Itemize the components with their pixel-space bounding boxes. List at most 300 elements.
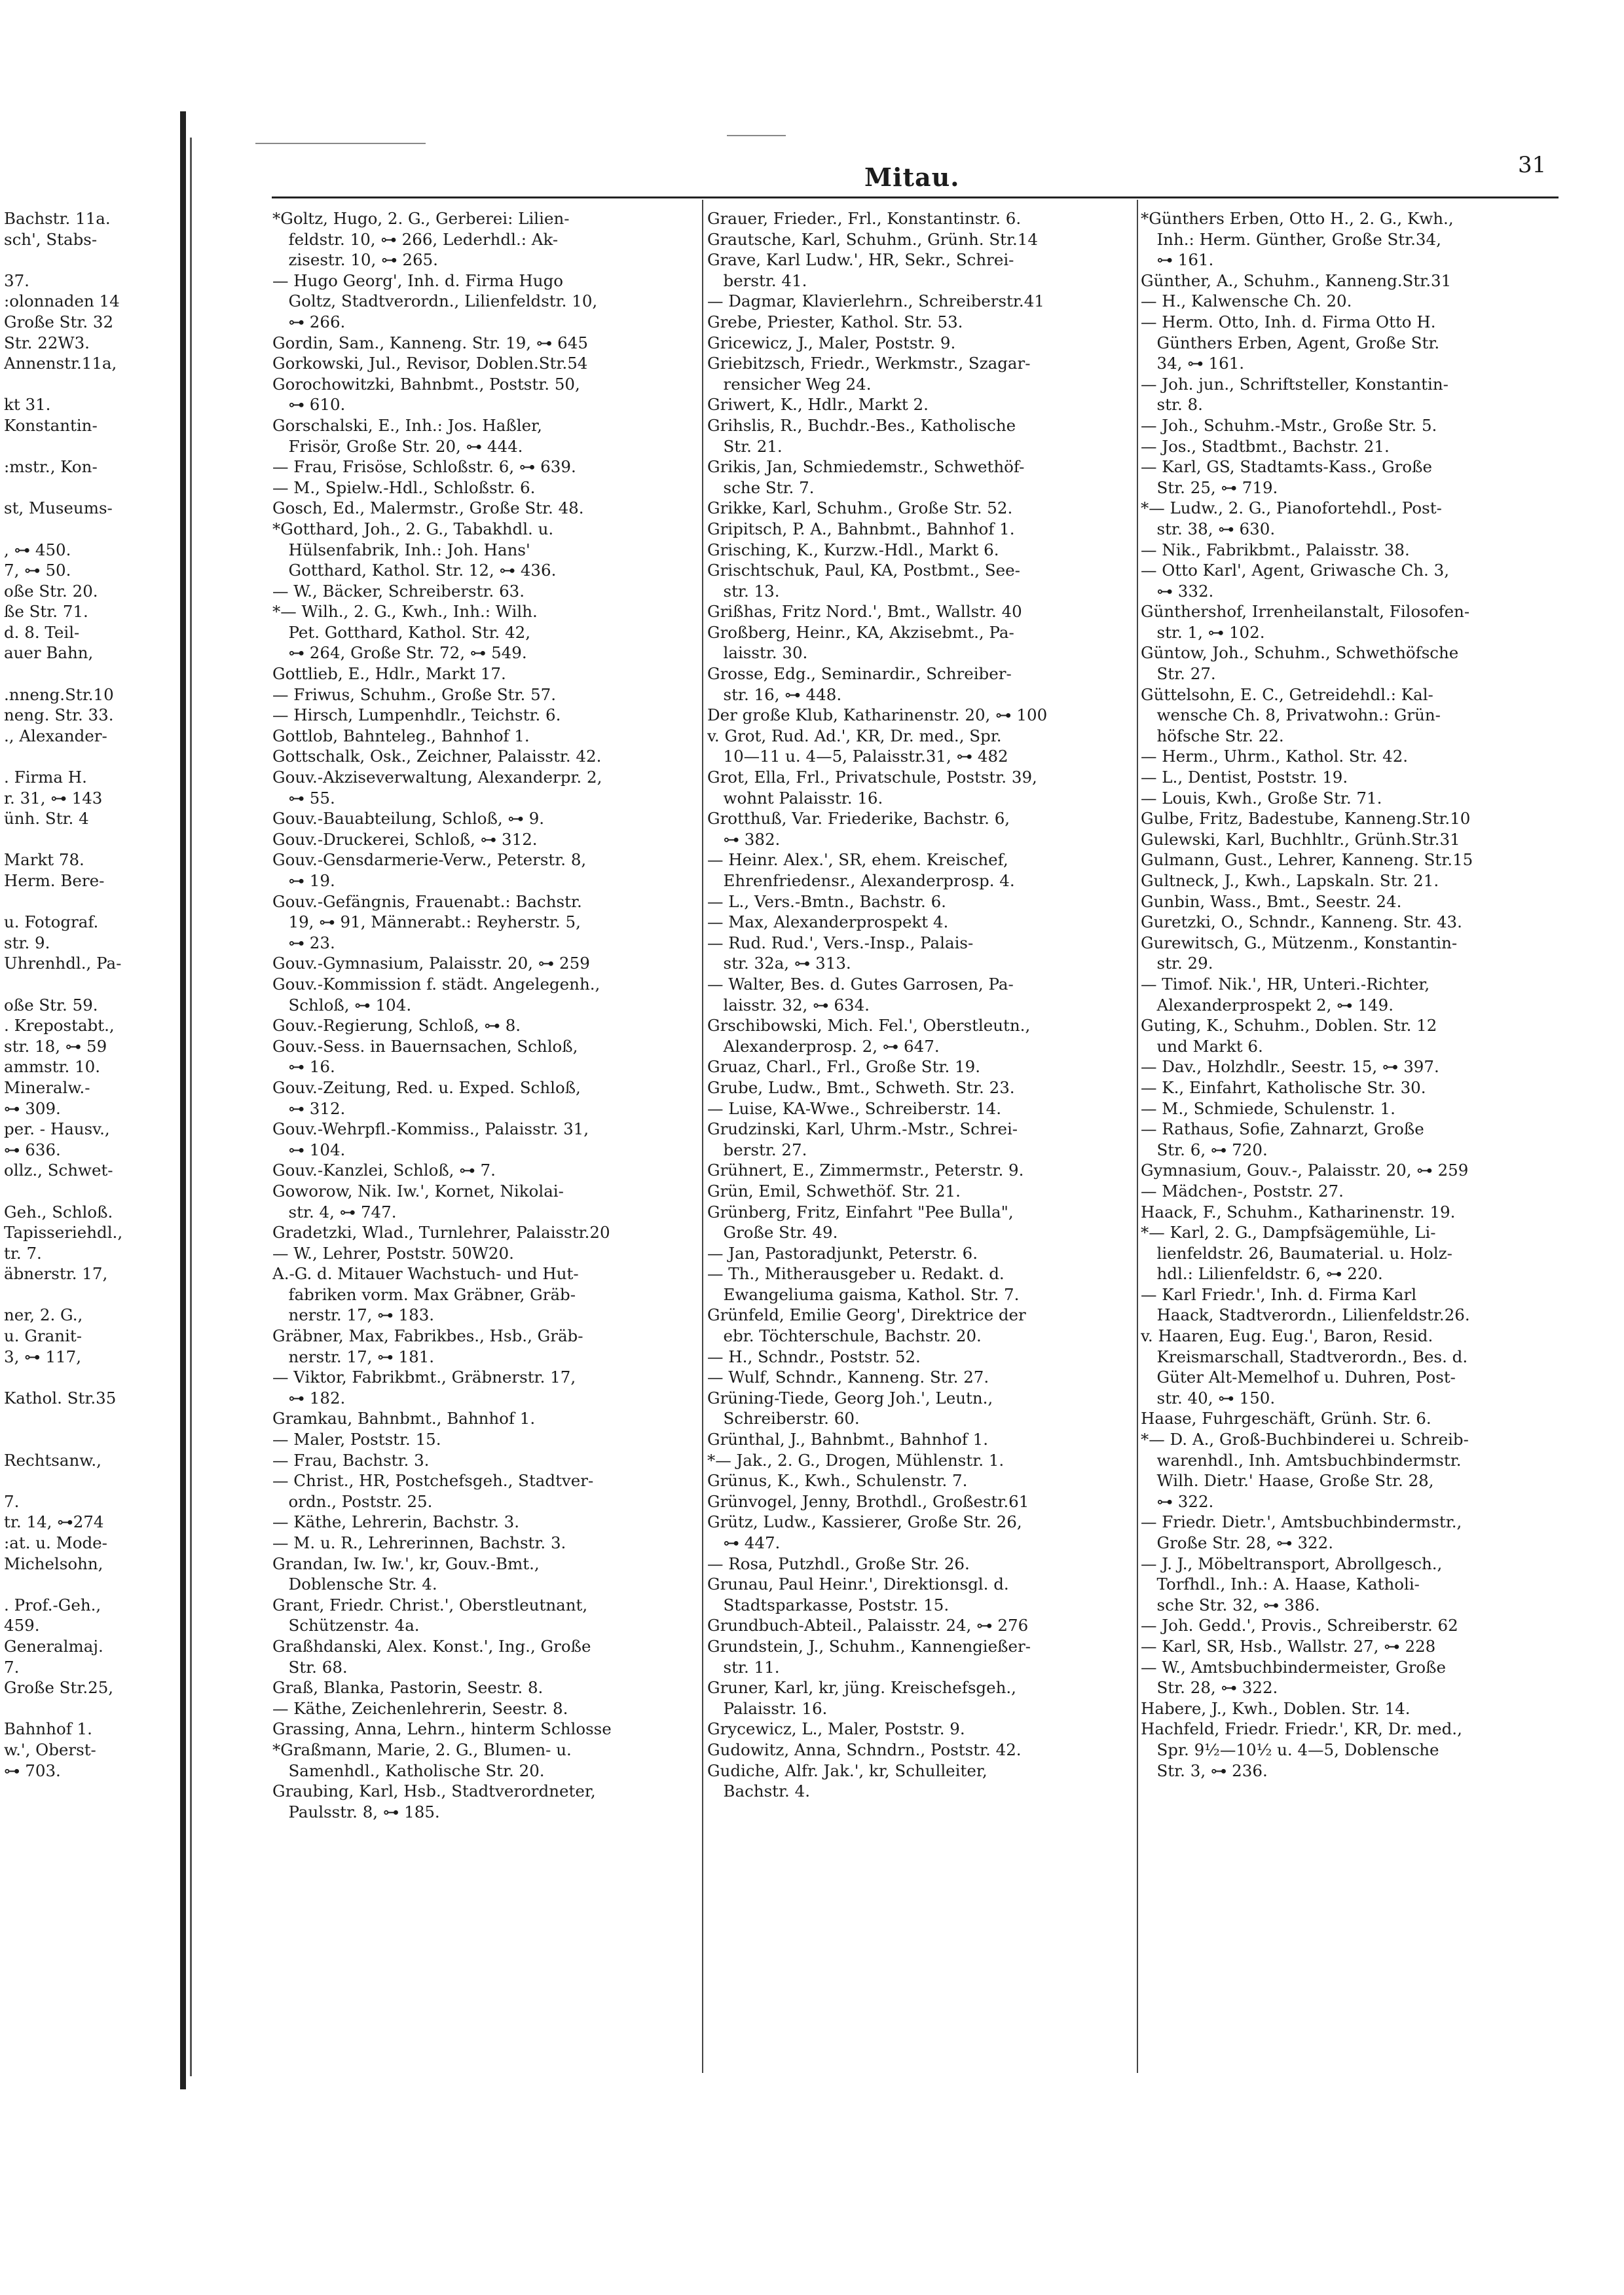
directory-entry-line: *— Jak., 2. G., Drogen, Mühlenstr. 1. <box>707 1450 1005 1470</box>
directory-entry-line: str. 11. <box>707 1657 780 1677</box>
directory-entry-line: str. 38, ⊶ 630. <box>1141 519 1276 538</box>
directory-entry-line: Grischtschuk, Paul, KA, Postbmt., See- <box>707 561 1020 580</box>
directory-entry-line: — Th., Mitherausgeber u. Redakt. d. <box>707 1264 1005 1284</box>
directory-entry-line: :mstr., Kon- <box>4 457 98 477</box>
directory-entry-line: Gulbe, Fritz, Badestube, Kanneng.Str.10 <box>1141 809 1471 829</box>
directory-entry-line: str. 32a, ⊶ 313. <box>707 954 851 973</box>
directory-entry-line: *Gotthard, Joh., 2. G., Tabakhdl. u. <box>272 519 554 538</box>
directory-entry-line: ⊶ 264, Große Str. 72, ⊶ 549. <box>272 643 527 663</box>
directory-entry-line: Markt 78. <box>4 850 84 870</box>
directory-entry-line: Grundbuch-Abteil., Palaisstr. 24, ⊶ 276 <box>707 1616 1029 1635</box>
directory-entry-line: ⊶ 309. <box>4 1098 61 1118</box>
directory-entry-line: Grünus, K., Kwh., Schulenstr. 7. <box>707 1471 968 1491</box>
directory-entry-line: rensicher Weg 24. <box>707 374 872 394</box>
directory-entry-line: . Firma H. <box>4 768 87 787</box>
directory-entry-line: Graß, Blanka, Pastorin, Seestr. 8. <box>272 1678 544 1698</box>
directory-entry-line: .nneng.Str.10 <box>4 684 114 704</box>
directory-entry-line: Grünthal, J., Bahnbmt., Bahnhof 1. <box>707 1430 988 1449</box>
directory-entry-line: ⊶ 104. <box>272 1140 346 1159</box>
directory-entry-line: Hachfeld, Friedr. Friedr.', KR, Dr. med., <box>1141 1719 1462 1739</box>
directory-entry-line: Der große Klub, Katharinenstr. 20, ⊶ 100 <box>707 705 1048 725</box>
directory-entry-line: — W., Bäcker, Schreiberstr. 63. <box>272 581 525 601</box>
directory-entry-line: Alexanderprosp. 2, ⊶ 647. <box>707 1036 940 1056</box>
directory-entry-line <box>4 829 175 850</box>
header-rule <box>272 196 1559 198</box>
directory-entry-line: Graßhdanski, Alex. Konst.', Ing., Große <box>272 1636 591 1656</box>
directory-column-2 <box>707 208 1133 1802</box>
directory-entry-line: — Wulf, Schndr., Kanneng. Str. 27. <box>707 1368 989 1387</box>
directory-entry-line <box>4 436 175 457</box>
page-number: 31 <box>1518 152 1547 178</box>
directory-entry-line: Gurewitsch, G., Mützenm., Konstantin- <box>1141 933 1458 952</box>
directory-entry-line: str. 4, ⊶ 747. <box>272 1202 397 1222</box>
directory-entry-line: Kathol. Str.35 <box>4 1388 117 1408</box>
directory-entry-line: Gosch, Ed., Malermstr., Große Str. 48. <box>272 498 584 518</box>
directory-entry-line: Spr. 9½—10½ u. 4—5, Doblensche <box>1141 1740 1439 1759</box>
directory-entry-line: Gouv.-Gymnasium, Palaisstr. 20, ⊶ 259 <box>272 954 590 973</box>
directory-entry-line: — Friedr. Dietr.', Amtsbuchbindermstr., <box>1141 1512 1462 1532</box>
column-divider <box>1137 200 1138 2073</box>
directory-entry-line: Gouv.-Gensdarmerie-Verw., Peterstr. 8, <box>272 850 587 870</box>
directory-entry-line <box>4 1574 175 1595</box>
directory-entry-line <box>4 1429 175 1450</box>
directory-entry-line: d. 8. Teil- <box>4 622 80 642</box>
directory-entry-line: 3, ⊶ 117, <box>4 1347 82 1366</box>
directory-entry-line: Frisör, Große Str. 20, ⊶ 444. <box>272 436 523 456</box>
directory-entry-line: ⊶ 636. <box>4 1140 61 1159</box>
directory-entry-line: — Walter, Bes. d. Gutes Garrosen, Pa- <box>707 974 1014 994</box>
directory-entry-line: — Otto Karl', Agent, Griwasche Ch. 3, <box>1141 561 1449 580</box>
directory-entry-line: Ewangeliuma gaisma, Kathol. Str. 7. <box>707 1284 1020 1304</box>
directory-entry-line: ammstr. 10. <box>4 1057 101 1077</box>
directory-entry-line: Samenhdl., Katholische Str. 20. <box>272 1761 545 1780</box>
directory-entry-line: *Günthers Erben, Otto H., 2. G., Kwh., <box>1141 209 1454 228</box>
directory-entry-line: Grautsche, Karl, Schuhm., Grünh. Str.14 <box>707 229 1038 249</box>
directory-entry-line: Goworow, Nik. Iw.', Kornet, Nikolai- <box>272 1181 564 1201</box>
directory-entry-line: Gouv.-Regierung, Schloß, ⊶ 8. <box>272 1016 521 1036</box>
directory-entry-line: Gulewski, Karl, Buchhltr., Grünh.Str.31 <box>1141 829 1460 849</box>
directory-entry-line: Griebitzsch, Friedr., Werkmstr., Szagar- <box>707 354 1031 373</box>
directory-entry-line: ⊶ 703. <box>4 1761 61 1780</box>
directory-entry-line: ⊶ 55. <box>272 788 335 808</box>
directory-entry-line: Gouv.-Zeitung, Red. u. Exped. Schloß, <box>272 1077 581 1097</box>
directory-entry-line: :at. u. Mode- <box>4 1533 107 1552</box>
directory-entry-line: A.-G. d. Mitauer Wachstuch- und Hut- <box>272 1264 579 1284</box>
directory-entry-line: nerstr. 17, ⊶ 183. <box>272 1305 435 1325</box>
directory-entry-line: 7. <box>4 1657 20 1677</box>
directory-entry-line: — Luise, KA-Wwe., Schreiberstr. 14. <box>707 1098 1001 1118</box>
directory-entry-line: Gouv.-Kanzlei, Schloß, ⊶ 7. <box>272 1161 496 1180</box>
directory-entry-line: Güter Alt-Memelhof u. Duhren, Post- <box>1141 1368 1456 1387</box>
directory-entry-line: oße Str. 59. <box>4 995 98 1015</box>
directory-entry-line: — Max, Alexanderprospekt 4. <box>707 912 949 932</box>
directory-entry-line: Grot, Ella, Frl., Privatschule, Poststr. 39, <box>707 768 1037 787</box>
directory-entry-line: Grühnert, E., Zimmermstr., Peterstr. 9. <box>707 1161 1024 1180</box>
directory-entry-line: — Hirsch, Lumpenhdlr., Teichstr. 6. <box>272 705 561 725</box>
directory-entry-line: str. 29. <box>1141 954 1213 973</box>
directory-entry-line: str. 8. <box>1141 395 1203 415</box>
directory-entry-line: Str. 27. <box>1141 664 1216 684</box>
directory-entry-line: oße Str. 20. <box>4 581 98 601</box>
directory-entry-line: Grütz, Ludw., Kassierer, Große Str. 26, <box>707 1512 1022 1532</box>
directory-entry-line: str. 16, ⊶ 448. <box>707 684 842 704</box>
directory-entry-line: Grisching, K., Kurzw.-Hdl., Markt 6. <box>707 540 999 559</box>
directory-entry-line: — Hugo Georg', Inh. d. Firma Hugo <box>272 271 564 290</box>
directory-entry-line: — M. u. R., Lehrerinnen, Bachstr. 3. <box>272 1533 566 1552</box>
directory-entry-line: v. Haaren, Eug. Eug.', Baron, Resid. <box>1141 1326 1433 1346</box>
directory-entry-line: sche Str. 7. <box>707 477 815 497</box>
directory-entry-line: Güttelsohn, E. C., Getreidehdl.: Kal- <box>1141 684 1433 704</box>
directory-entry-line: laisstr. 32, ⊶ 634. <box>707 995 870 1015</box>
directory-entry-line: Gruner, Karl, kr, jüng. Kreischefsgeh., <box>707 1678 1016 1698</box>
directory-entry-line: Große Str. 32 <box>4 312 114 331</box>
directory-entry-line: — M., Spielw.-Hdl., Schloßstr. 6. <box>272 477 536 497</box>
directory-entry-line: *Goltz, Hugo, 2. G., Gerberei: Lilien- <box>272 209 570 228</box>
directory-entry-line: ⊶ 447. <box>707 1533 781 1552</box>
directory-entry-line: *Graßmann, Marie, 2. G., Blumen- u. <box>272 1740 572 1759</box>
directory-entry-line: 459. <box>4 1616 40 1635</box>
directory-entry-line: str. 40, ⊶ 150. <box>1141 1388 1276 1408</box>
directory-entry-line: Gotthard, Kathol. Str. 12, ⊶ 436. <box>272 561 557 580</box>
directory-entry-line: Günthershof, Irrenheilanstalt, Filosofen- <box>1141 602 1470 622</box>
directory-entry-line: Str. 21. <box>707 436 783 456</box>
directory-entry-line: Rechtsanw., <box>4 1450 101 1470</box>
directory-entry-line: tr. 7. <box>4 1243 42 1263</box>
directory-entry-line: Str. 25, ⊶ 719. <box>1141 477 1278 497</box>
directory-entry-line: ⊶ 16. <box>272 1057 335 1077</box>
directory-entry-line: Gudiche, Alfr. Jak.', kr, Schulleiter, <box>707 1761 987 1780</box>
directory-entry-line: — L., Vers.-Bmtn., Bachstr. 6. <box>707 891 946 911</box>
directory-entry-line: Gouv.-Akziseverwaltung, Alexanderpr. 2, <box>272 768 602 787</box>
directory-entry-line: Güntow, Joh., Schuhm., Schwethöfsche <box>1141 643 1459 663</box>
directory-entry-line: Grünvogel, Jenny, Brothdl., Großestr.61 <box>707 1491 1029 1511</box>
directory-entry-line: str. 1, ⊶ 102. <box>1141 622 1265 642</box>
directory-entry-line: laisstr. 30. <box>707 643 808 663</box>
directory-entry-line: Grünfeld, Emilie Georg', Direktrice der <box>707 1305 1026 1325</box>
binding-shadow <box>190 138 192 2076</box>
page-title: Mitau. <box>864 162 960 192</box>
directory-entry-line: ⊶ 332. <box>1141 581 1214 601</box>
directory-entry-line: *— Karl, 2. G., Dampfsägemühle, Li- <box>1141 1223 1436 1242</box>
directory-entry-line: — Frau, Bachstr. 3. <box>272 1450 430 1470</box>
directory-entry-line: Gudowitz, Anna, Schndrn., Poststr. 42. <box>707 1740 1022 1759</box>
directory-entry-line: — Viktor, Fabrikbmt., Gräbnerstr. 17, <box>272 1368 576 1387</box>
directory-entry-line: Gricewicz, J., Maler, Poststr. 9. <box>707 333 956 352</box>
directory-entry-line: Grube, Ludw., Bmt., Schweth. Str. 23. <box>707 1077 1015 1097</box>
directory-entry-line: Gouv.-Bauabteilung, Schloß, ⊶ 9. <box>272 809 545 829</box>
directory-entry-line: — Maler, Poststr. 15. <box>272 1430 441 1449</box>
directory-entry-line: Gripitsch, P. A., Bahnbmt., Bahnhof 1. <box>707 519 1015 538</box>
directory-entry-line: r. 31, ⊶ 143 <box>4 788 103 808</box>
directory-entry-line: ⊶ 610. <box>272 395 346 415</box>
directory-entry-line: Gultneck, J., Kwh., Lapskaln. Str. 21. <box>1141 871 1439 890</box>
directory-entry-line: Michelsohn, <box>4 1554 103 1573</box>
directory-entry-line: Schützenstr. 4a. <box>272 1616 420 1635</box>
directory-entry-line <box>4 1408 175 1429</box>
directory-entry-line: — Friwus, Schuhm., Große Str. 57. <box>272 684 557 704</box>
directory-entry-line: — Louis, Kwh., Große Str. 71. <box>1141 788 1382 808</box>
directory-entry-line: str. 9. <box>4 933 50 952</box>
directory-entry-line: Torfhdl., Inh.: A. Haase, Katholi- <box>1141 1575 1420 1594</box>
directory-entry-line: Habere, J., Kwh., Doblen. Str. 14. <box>1141 1698 1411 1718</box>
directory-entry-line: Gouv.-Druckerei, Schloß, ⊶ 312. <box>272 829 538 849</box>
directory-entry-line: ⊶ 182. <box>272 1388 346 1408</box>
directory-entry-line: berstr. 27. <box>707 1140 807 1159</box>
directory-entry-line: ⊶ 266. <box>272 312 346 331</box>
directory-entry-line: — L., Dentist, Poststr. 19. <box>1141 768 1348 787</box>
directory-entry-line: — Karl Friedr.', Inh. d. Firma Karl <box>1141 1284 1417 1304</box>
directory-entry-line: Paulsstr. 8, ⊶ 185. <box>272 1802 440 1821</box>
directory-entry-line: Bachstr. 4. <box>707 1782 811 1801</box>
directory-entry-line: ner, 2. G., <box>4 1305 83 1325</box>
directory-entry-line: Goltz, Stadtverordn., Lilienfeldstr. 10, <box>272 291 598 311</box>
directory-entry-line <box>4 1181 175 1202</box>
column-divider <box>702 200 703 2073</box>
directory-entry-line: Grunau, Paul Heinr.', Direktionsgl. d. <box>707 1575 1009 1594</box>
directory-entry-line: Gorschalski, E., Inh.: Jos. Haßler, <box>272 415 542 435</box>
directory-entry-line: fabriken vorm. Max Gräbner, Gräb- <box>272 1284 576 1304</box>
directory-entry-line: Grünberg, Fritz, Einfahrt "Pee Bulla", <box>707 1202 1014 1222</box>
directory-entry-line: Günther, A., Schuhm., Kanneng.Str.31 <box>1141 271 1452 290</box>
directory-entry-line: Großberg, Heinr., KA, Akzisebmt., Pa- <box>707 622 1014 642</box>
directory-entry-line: — M., Schmiede, Schulenstr. 1. <box>1141 1098 1395 1118</box>
directory-entry-line: Gottschalk, Osk., Zeichner, Palaisstr. 42. <box>272 747 602 766</box>
directory-entry-line: Grauer, Frieder., Frl., Konstantinstr. 6. <box>707 209 1022 228</box>
directory-entry-line: Grikis, Jan, Schmiedemstr., Schwethöf- <box>707 457 1025 477</box>
directory-entry-line: tr. 14, ⊶274 <box>4 1512 104 1532</box>
directory-entry-line: ße Str. 71. <box>4 602 88 622</box>
directory-entry-line <box>4 519 175 540</box>
directory-entry-line: — Herm. Otto, Inh. d. Firma Otto H. <box>1141 312 1436 331</box>
directory-entry-line: — W., Lehrer, Poststr. 50W20. <box>272 1243 514 1263</box>
cut-column <box>4 208 175 1781</box>
directory-entry-line: — Jos., Stadtbmt., Bachstr. 21. <box>1141 436 1390 456</box>
directory-entry-line: Grikke, Karl, Schuhm., Große Str. 52. <box>707 498 1013 518</box>
directory-entry-line: — Herm., Uhrm., Kathol. Str. 42. <box>1141 747 1409 766</box>
directory-entry-line: — Timof. Nik.', HR, Unteri.-Richter, <box>1141 974 1430 994</box>
directory-entry-line: — K., Einfahrt, Katholische Str. 30. <box>1141 1077 1426 1097</box>
directory-entry-line: Grißhas, Fritz Nord.', Bmt., Wallstr. 40 <box>707 602 1022 622</box>
directory-entry-line: ünh. Str. 4 <box>4 809 89 829</box>
directory-entry-line: Gramkau, Bahnbmt., Bahnhof 1. <box>272 1409 536 1428</box>
directory-entry-line: Gordin, Sam., Kanneng. Str. 19, ⊶ 645 <box>272 333 588 352</box>
directory-entry-line: Generalmaj. <box>4 1636 103 1656</box>
directory-entry-line: 10—11 u. 4—5, Palaisstr.31, ⊶ 482 <box>707 747 1008 766</box>
directory-entry-line: — Rathaus, Sofie, Zahnarzt, Große <box>1141 1119 1424 1139</box>
directory-entry-line: Grotthuß, Var. Friederike, Bachstr. 6, <box>707 809 1010 829</box>
directory-entry-line <box>4 374 175 395</box>
directory-entry-line: Grschibowski, Mich. Fel.', Oberstleutn., <box>707 1016 1031 1036</box>
directory-entry-line: feldstr. 10, ⊶ 266, Lederhdl.: Ak- <box>272 229 559 249</box>
directory-entry-line: Hülsenfabrik, Inh.: Joh. Hans' <box>272 540 530 559</box>
directory-entry-line: . Krepostabt., <box>4 1016 115 1036</box>
directory-entry-line: Ehrenfriedensr., Alexanderprosp. 4. <box>707 871 1015 890</box>
directory-entry-line: Grüning-Tiede, Georg Joh.', Leutn., <box>707 1388 993 1408</box>
directory-entry-line: Grassing, Anna, Lehrn., hinterm Schlosse <box>272 1719 612 1739</box>
directory-entry-line: Str. 68. <box>272 1657 348 1677</box>
directory-entry-line: Annenstr.11a, <box>4 354 117 373</box>
directory-entry-line: ⊶ 322. <box>1141 1491 1214 1511</box>
directory-entry-line: — Joh., Schuhm.-Mstr., Große Str. 5. <box>1141 415 1437 435</box>
directory-entry-line: sch', Stabs- <box>4 229 98 249</box>
directory-entry-line: Str. 3, ⊶ 236. <box>1141 1761 1268 1780</box>
directory-entry-line: — Dagmar, Klavierlehrn., Schreiberstr.41 <box>707 291 1044 311</box>
directory-entry-line: *— D. A., Groß-Buchbinderei u. Schreib- <box>1141 1430 1469 1449</box>
directory-entry-line: u. Granit- <box>4 1326 82 1346</box>
directory-entry-line: — Joh. Gedd.', Provis., Schreiberstr. 62 <box>1141 1616 1458 1635</box>
directory-entry-line <box>4 663 175 684</box>
directory-entry-line <box>4 891 175 912</box>
scan-speck <box>255 143 426 144</box>
directory-entry-line: Große Str. 28, ⊶ 322. <box>1141 1533 1333 1552</box>
directory-entry-line: Grudzinski, Karl, Uhrm.-Mstr., Schrei- <box>707 1119 1018 1139</box>
directory-entry-line: Grave, Karl Ludw.', HR, Sekr., Schrei- <box>707 250 1014 270</box>
directory-entry-line: lienfeldstr. 26, Baumaterial. u. Holz- <box>1141 1243 1452 1263</box>
directory-entry-line: Schloß, ⊶ 104. <box>272 995 412 1015</box>
directory-entry-line: Gouv.-Wehrpfl.-Kommiss., Palaisstr. 31, <box>272 1119 589 1139</box>
directory-entry-line: , ⊶ 450. <box>4 540 71 559</box>
directory-entry-line: — Käthe, Lehrerin, Bachstr. 3. <box>272 1512 520 1532</box>
directory-entry-line: wohnt Palaisstr. 16. <box>707 788 883 808</box>
directory-entry-line: kt 31. <box>4 395 51 415</box>
directory-entry-line: Haack, F., Schuhm., Katharinenstr. 19. <box>1141 1202 1456 1222</box>
directory-entry-line: 7. <box>4 1491 20 1511</box>
directory-entry-line <box>4 1367 175 1388</box>
directory-entry-line: — H., Schndr., Poststr. 52. <box>707 1347 921 1366</box>
directory-entry-line: — Nik., Fabrikbmt., Palaisstr. 38. <box>1141 540 1410 559</box>
directory-column-1 <box>272 208 697 1822</box>
directory-entry-line: höfsche Str. 22. <box>1141 726 1284 745</box>
directory-entry-line: Grebe, Priester, Kathol. Str. 53. <box>707 312 963 331</box>
directory-entry-line: — Karl, GS, Stadtamts-Kass., Große <box>1141 457 1432 477</box>
directory-entry-line: Große Str. 49. <box>707 1223 838 1242</box>
directory-entry-line: Gorochowitzki, Bahnbmt., Poststr. 50, <box>272 374 580 394</box>
directory-entry-line: per. - Hausv., <box>4 1119 110 1139</box>
directory-entry-line <box>4 250 175 271</box>
directory-entry-line: Inh.: Herm. Günther, Große Str.34, <box>1141 229 1441 249</box>
directory-entry-line: v. Grot, Rud. Ad.', KR, Dr. med., Spr. <box>707 726 1002 745</box>
directory-entry-line: Grundstein, J., Schuhm., Kannengießer- <box>707 1636 1031 1656</box>
directory-entry-line: — Karl, SR, Hsb., Wallstr. 27, ⊶ 228 <box>1141 1636 1436 1656</box>
directory-entry-line <box>4 1698 175 1719</box>
directory-entry-line: Gulmann, Gust., Lehrer, Kanneng. Str.15 <box>1141 850 1473 870</box>
directory-entry-line <box>4 477 175 498</box>
directory-entry-line: auer Bahn, <box>4 643 94 663</box>
directory-entry-line: ordn., Poststr. 25. <box>272 1491 433 1511</box>
directory-entry-line: Wilh. Dietr.' Haase, Große Str. 28, <box>1141 1471 1434 1491</box>
directory-entry-line: Pet. Gotthard, Kathol. Str. 42, <box>272 622 531 642</box>
directory-entry-line: Konstantin- <box>4 415 98 435</box>
directory-entry-line: ebr. Töchterschule, Bachstr. 20. <box>707 1326 982 1346</box>
directory-entry-line: Gorkowski, Jul., Revisor, Doblen.Str.54 <box>272 354 588 373</box>
directory-entry-line: Haack, Stadtverordn., Lilienfeldstr.26. <box>1141 1305 1470 1325</box>
directory-entry-line: ., Alexander- <box>4 726 107 745</box>
directory-entry-line: u. Fotograf. <box>4 912 99 932</box>
directory-entry-line: str. 18, ⊶ 59 <box>4 1036 107 1056</box>
directory-entry-line: hdl.: Lilienfeldstr. 6, ⊶ 220. <box>1141 1264 1383 1284</box>
directory-entry-line: Graubing, Karl, Hsb., Stadtverordneter, <box>272 1782 596 1801</box>
directory-entry-line: str. 13. <box>707 581 780 601</box>
directory-entry-line: Alexanderprospekt 2, ⊶ 149. <box>1141 995 1394 1015</box>
directory-entry-line: — Joh. jun., Schriftsteller, Konstantin- <box>1141 374 1449 394</box>
directory-entry-line: Str. 6, ⊶ 720. <box>1141 1140 1268 1159</box>
directory-entry-line: Gouv.-Kommission f. städt. Angelegenh., <box>272 974 600 994</box>
directory-entry-line: Herm. Bere- <box>4 871 105 890</box>
directory-entry-line: Gräbner, Max, Fabrikbes., Hsb., Gräb- <box>272 1326 583 1346</box>
directory-entry-line: Gottlob, Bahnteleg., Bahnhof 1. <box>272 726 530 745</box>
directory-entry-line: Geh., Schloß. <box>4 1202 113 1222</box>
directory-entry-line: ⊶ 23. <box>272 933 335 952</box>
directory-entry-line: — Frau, Frisöse, Schloßstr. 6, ⊶ 639. <box>272 457 576 477</box>
binding-edge <box>180 111 186 2089</box>
directory-entry-line: — H., Kalwensche Ch. 20. <box>1141 291 1352 311</box>
directory-entry-line: Bachstr. 11a. <box>4 209 111 228</box>
directory-entry-line: Gottlieb, E., Hdlr., Markt 17. <box>272 664 506 684</box>
directory-entry-line: wensche Ch. 8, Privatwohn.: Grün- <box>1141 705 1441 725</box>
directory-entry-line: . Prof.-Geh., <box>4 1595 101 1614</box>
directory-entry-line: w.', Oberst- <box>4 1740 96 1759</box>
directory-entry-line: — Mädchen-, Poststr. 27. <box>1141 1181 1344 1201</box>
directory-entry-line: Mineralw.- <box>4 1077 90 1097</box>
directory-entry-line: Str. 28, ⊶ 322. <box>1141 1678 1278 1698</box>
scan-speck <box>727 135 786 136</box>
directory-entry-line: nerstr. 17, ⊶ 181. <box>272 1347 435 1366</box>
directory-entry-line: ollz., Schwet- <box>4 1161 113 1180</box>
directory-entry-line: Bahnhof 1. <box>4 1719 92 1739</box>
directory-entry-line: :olonnaden 14 <box>4 291 120 311</box>
directory-entry-line: berstr. 41. <box>707 271 807 290</box>
directory-entry-line <box>4 1284 175 1305</box>
directory-entry-line: neng. Str. 33. <box>4 705 114 725</box>
directory-entry-line: Palaisstr. 16. <box>707 1698 828 1718</box>
directory-entry-line: Grün, Emil, Schwethöf. Str. 21. <box>707 1181 961 1201</box>
directory-entry-line: Gradetzki, Wlad., Turnlehrer, Palaisstr.20 <box>272 1223 610 1242</box>
directory-entry-line: Gouv.-Sess. in Bauernsachen, Schloß, <box>272 1036 578 1056</box>
directory-entry-line: Uhrenhdl., Pa- <box>4 954 122 973</box>
directory-entry-line: — Jan, Pastoradjunkt, Peterstr. 6. <box>707 1243 978 1263</box>
directory-entry-line: ⊶ 19. <box>272 871 335 890</box>
directory-entry-line: Griwert, K., Hdlr., Markt 2. <box>707 395 929 415</box>
directory-entry-line: Günthers Erben, Agent, Große Str. <box>1141 333 1440 352</box>
directory-entry-line <box>4 974 175 995</box>
directory-entry-line: Schreiberstr. 60. <box>707 1409 860 1428</box>
directory-entry-line: *— Ludw., 2. G., Pianofortehdl., Post- <box>1141 498 1442 518</box>
directory-entry-line: äbnerstr. 17, <box>4 1264 108 1284</box>
directory-entry-line: Stadtsparkasse, Poststr. 15. <box>707 1595 950 1614</box>
directory-entry-line: zisestr. 10, ⊶ 265. <box>272 250 438 270</box>
directory-entry-line: Guretzki, O., Schndr., Kanneng. Str. 43. <box>1141 912 1462 932</box>
directory-entry-line: ⊶ 382. <box>707 829 781 849</box>
directory-entry-line: 7, ⊶ 50. <box>4 561 71 580</box>
directory-entry-line: — W., Amtsbuchbindermeister, Große <box>1141 1657 1447 1677</box>
directory-entry-line: Grosse, Edg., Seminardir., Schreiber- <box>707 664 1012 684</box>
directory-entry-line: Str. 22W3. <box>4 333 90 352</box>
directory-entry-line: Doblensche Str. 4. <box>272 1575 437 1594</box>
directory-entry-line: Tapisseriehdl., <box>4 1223 123 1242</box>
directory-entry-line: ⊶ 161. <box>1141 250 1214 270</box>
directory-entry-line: — Heinr. Alex.', SR, ehem. Kreischef, <box>707 850 1008 870</box>
directory-entry-line: Grant, Friedr. Christ.', Oberstleutnant, <box>272 1595 588 1614</box>
directory-entry-line: sche Str. 32, ⊶ 386. <box>1141 1595 1320 1614</box>
directory-entry-line: Gruaz, Charl., Frl., Große Str. 19. <box>707 1057 980 1077</box>
directory-entry-line: 19, ⊶ 91, Männerabt.: Reyherstr. 5, <box>272 912 581 932</box>
directory-entry-line: — J. J., Möbeltransport, Abrollgesch., <box>1141 1554 1443 1573</box>
directory-entry-line: Gymnasium, Gouv.-, Palaisstr. 20, ⊶ 259 <box>1141 1161 1469 1180</box>
directory-entry-line: Grycewicz, L., Maler, Poststr. 9. <box>707 1719 965 1739</box>
directory-entry-line: — Rosa, Putzhdl., Große Str. 26. <box>707 1554 970 1573</box>
directory-entry-line: — Dav., Holzhdlr., Seestr. 15, ⊶ 397. <box>1141 1057 1439 1077</box>
directory-entry-line: Kreismarschall, Stadtverordn., Bes. d. <box>1141 1347 1468 1366</box>
